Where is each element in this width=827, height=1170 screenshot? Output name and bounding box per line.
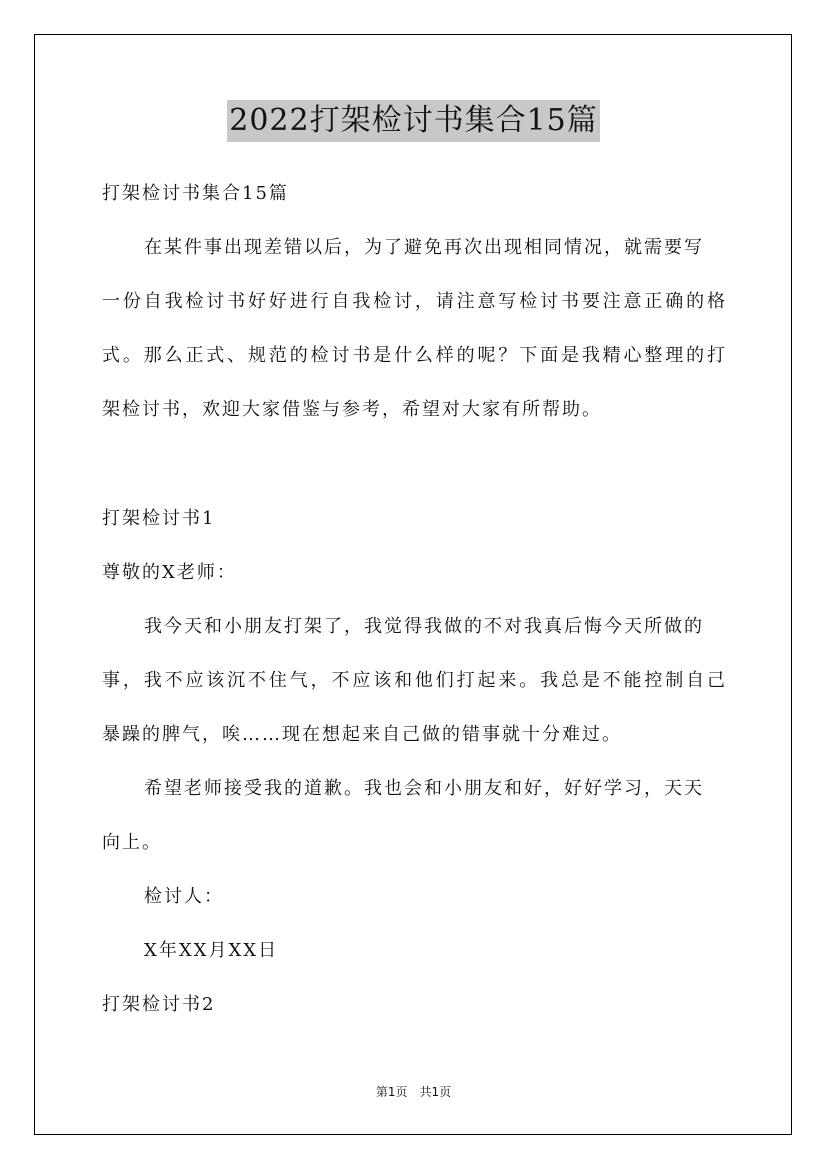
section1-para1-line-3: 暴躁的脾气，唉……现在想起来自己做的错事就十分难过。 bbox=[102, 724, 622, 745]
page-footer: 第1页 共1页 bbox=[375, 1085, 452, 1099]
section1-para1-line-2: 事，我不应该沉不住气，不应该和他们打起来。我总是不能控制自己 bbox=[102, 670, 727, 691]
intro-line-1: 在某件事出现差错以后，为了避免再次出现相同情况，就需要写 bbox=[144, 237, 704, 258]
intro-line-4: 架检讨书，欢迎大家借鉴与参考，希望对大家有所帮助。 bbox=[102, 399, 602, 420]
document-subtitle: 打架检讨书集合15篇 bbox=[102, 183, 289, 204]
section1-para2-line-1: 希望老师接受我的道歉。我也会和小朋友和好，好好学习，天天 bbox=[144, 778, 704, 799]
document-title-text: 2022打架检讨书集合15篇 bbox=[227, 100, 600, 142]
document-title bbox=[0, 100, 827, 142]
section1-para2-line-2: 向上。 bbox=[102, 832, 162, 853]
section1-heading: 打架检讨书1 bbox=[102, 508, 216, 529]
intro-line-3: 式。那么正式、规范的检讨书是什么样的呢？下面是我精心整理的打 bbox=[102, 345, 727, 366]
section1-salutation: 尊敬的X老师： bbox=[102, 562, 237, 583]
intro-line-2: 一份自我检讨书好好进行自我检讨，请注意写检讨书要注意正确的格 bbox=[102, 291, 727, 312]
section1-signer: 检讨人： bbox=[144, 886, 224, 907]
section1-para1-line-1: 我今天和小朋友打架了，我觉得我做的不对我真后悔今天所做的 bbox=[144, 616, 704, 637]
section2-heading: 打架检讨书2 bbox=[102, 994, 216, 1015]
section1-date: X年XX月XX日 bbox=[144, 940, 279, 961]
